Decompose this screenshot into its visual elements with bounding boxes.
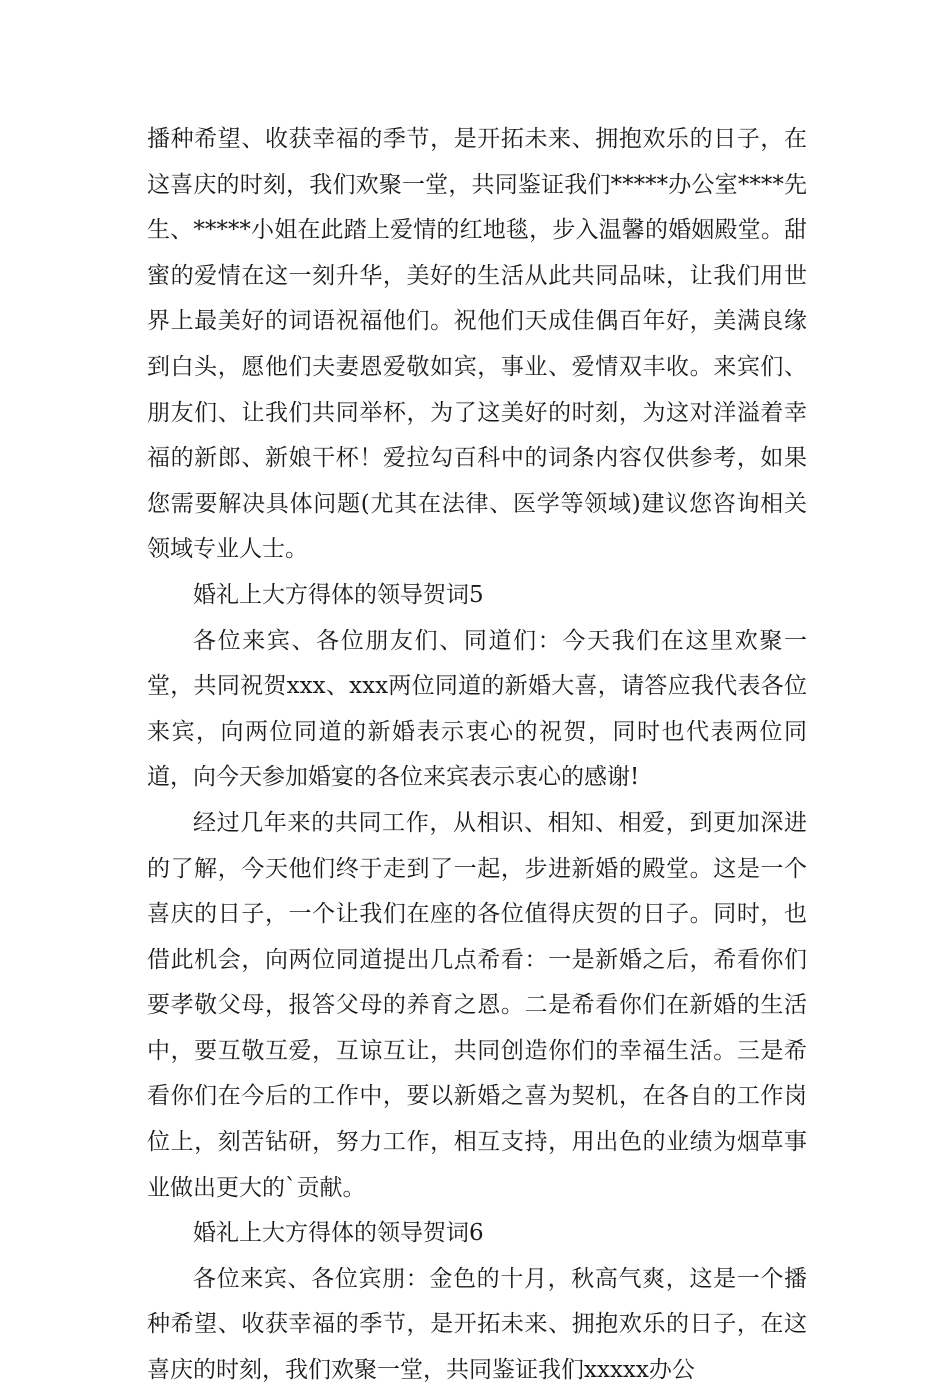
paragraph-4: 各位来宾、各位宾朋：金色的十月，秋高气爽，这是一个播种希望、收获幸福的季节，是开拓未来、拥抱欢乐的日子，在这喜庆的时刻，我们欢聚一堂，共同鉴证我们xxxxx办公 (147, 1265, 807, 1384)
paragraph-3: 经过几年来的共同工作，从相识、相知、相爱，到更加深进的了解，今天他们终于走到了一起，步进新婚的殿堂。这是一个喜庆的日子，一个让我们在座的各位值得庆贺的日子。同时，也借此机会，向两位同道提出几点希看：一是新婚之后，希看你们要孝敬父母，报答父母的养育之恩。二是希看你们在新婚的生活中，要互敬互爱，互谅互让，共同创造你们的幸福生活。三是希看你们在今后的工作中，要以新婚之喜为契机，在各自的工作岗位上，刻苦钻研，努力工作，相互支持，用出色的业绩为烟草事业做出更大的`贡献。 (147, 809, 807, 1201)
paragraph-2: 各位来宾、各位朋友们、同道们：今天我们在这里欢聚一堂，共同祝贺xxx、xxx两位同道的新婚大喜，请答应我代表各位来宾，向两位同道的新婚表示衷心的祝贺，同时也代表两位同道，向今天参加婚宴的各位来宾表示衷心的感谢! (147, 627, 807, 791)
section-heading-6: 婚礼上大方得体的领导贺词6 (193, 1220, 484, 1247)
section-heading-5: 婚礼上大方得体的领导贺词5 (193, 581, 484, 608)
paragraph-1: 播种希望、收获幸福的季节，是开拓未来、拥抱欢乐的日子，在这喜庆的时刻，我们欢聚一堂，共同鉴证我们*****办公室****先生、*****小姐在此踏上爱情的红地毯，步入温馨的婚姻殿堂。甜蜜的爱情在这一刻升华，美好的生活从此共同品味，让我们用世界上最美好的词语祝福他们。祝他们天成佳偶百年好，美满良缘到白头，愿他们夫妻恩爱敬如宾，事业、爱情双丰收。来宾们、朋友们、让我们共同举杯，为了这美好的时刻，为这对洋溢着幸福的新郎、新娘干杯！爱拉勾百科中的词条内容仅供参考，如果您需要解决具体问题(尤其在法律、医学等领域)建议您咨询相关领域专业人士。 (147, 126, 807, 563)
document-page (147, 117, 807, 1394)
